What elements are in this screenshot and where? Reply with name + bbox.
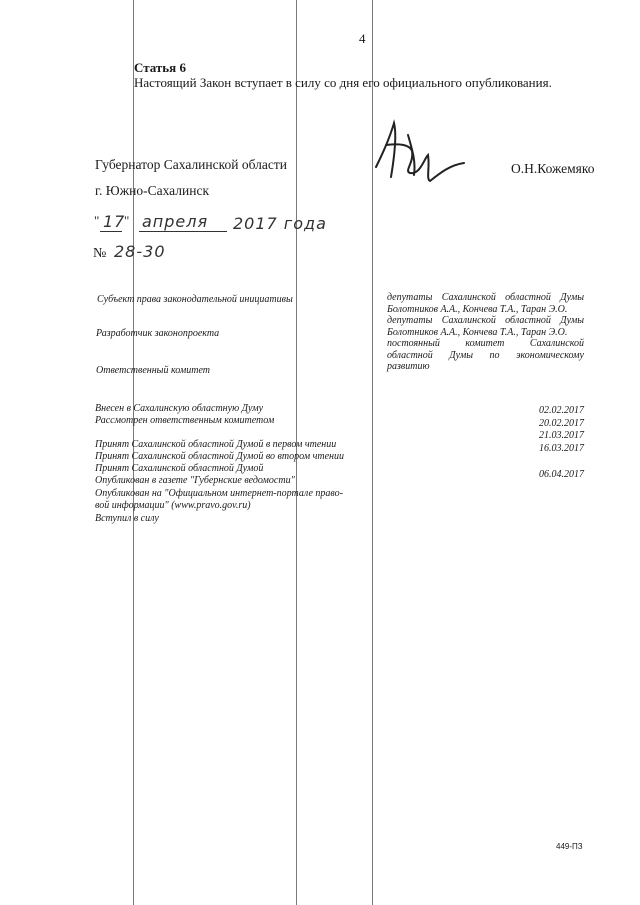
ref-left-row: Опубликован в газете "Губернские ведомости" [95, 475, 295, 486]
article-text: Настоящий Закон вступает в силу со дня его официального опубликования. [134, 75, 552, 90]
date-day-underline [100, 231, 122, 232]
ref-left-row: Принят Сахалинской областной Думой в первом чтении [95, 439, 337, 450]
date-day: 17 [103, 212, 126, 231]
ref-date: 16.03.2017 [539, 443, 584, 454]
ref-left-row: Внесен в Сахалинскую областную Думу [95, 403, 264, 414]
page-number: 4 [359, 31, 366, 46]
date-year: 2017 года [233, 214, 327, 233]
ref-right-entry: постоянный комитет Сахалинской областной Думы по экономическому развитию [387, 338, 584, 372]
ref-left-row: Рассмотрен ответственным комитетом [95, 415, 275, 426]
ref-left-row: вой информации" (www.pravo.gov.ru) [95, 500, 251, 511]
ref-date: 21.03.2017 [539, 430, 584, 441]
ref-date: 02.02.2017 [539, 405, 584, 416]
ref-right-entry: депутаты Сахалинской областной Думы Болотников А.А., Кончева Т.А., Таран Э.О. [387, 292, 584, 315]
date-open-quote: " [94, 213, 100, 228]
article-title: Статья 6 [134, 60, 186, 75]
ref-left-row: Принят Сахалинской областной Думой во втором чтении [95, 451, 345, 462]
ref-left-row: Субъект права законодательной инициативы [97, 294, 293, 305]
city-line: г. Южно-Сахалинск [95, 183, 210, 198]
ref-left-row: Принят Сахалинской областной Думой [95, 463, 264, 474]
handwritten-signature [364, 115, 484, 195]
footer-code: 449-ПЗ [556, 842, 583, 851]
number-sign: № [93, 246, 107, 261]
governor-name: О.Н.Кожемяко [511, 161, 595, 176]
ref-left-row: Ответственный комитет [96, 365, 210, 376]
ref-left-row: Разработчик законопроекта [96, 328, 220, 339]
ref-date: 06.04.2017 [539, 469, 584, 480]
document-number: 28-30 [114, 242, 166, 261]
ref-right-column [387, 292, 584, 373]
ref-date: 20.02.2017 [539, 418, 584, 429]
ref-right-entry: депутаты Сахалинской областной Думы Болотников А.А., Кончева Т.А., Таран Э.О. [387, 315, 584, 338]
ref-left-row: Опубликован на "Официальном интернет-портале право- [95, 488, 343, 499]
ref-left-row: Вступил в силу [95, 513, 159, 524]
date-close-quote: " [124, 213, 130, 228]
date-month-underline [139, 231, 227, 232]
date-month: апреля [142, 212, 209, 231]
governor-title: Губернатор Сахалинской области [95, 157, 287, 172]
